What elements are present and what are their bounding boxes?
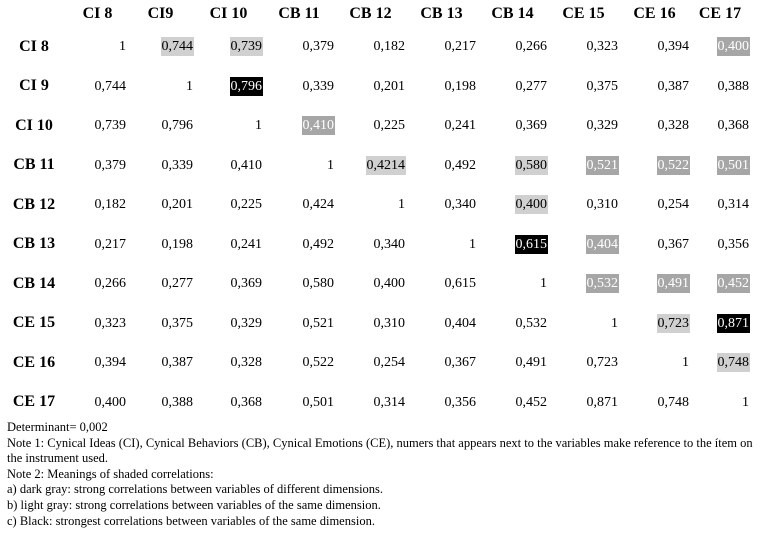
- correlation-value: 0,329: [230, 315, 262, 331]
- table-row: [0, 343, 750, 383]
- row-header: CB 14: [12, 274, 56, 292]
- correlation-cell: [690, 225, 750, 265]
- row-header: CI 8: [19, 37, 49, 55]
- correlation-cell: [335, 225, 406, 265]
- correlation-value: 0,744: [161, 39, 193, 55]
- correlation-cell: [690, 185, 750, 225]
- correlation-value: 0,404: [586, 236, 618, 252]
- correlation-value: 0,580: [302, 276, 334, 292]
- column-header-row: [0, 0, 750, 27]
- correlation-cell: [548, 146, 619, 186]
- correlation-value: 0,182: [94, 197, 126, 213]
- correlation-cell: [548, 383, 619, 423]
- correlation-cell: [619, 343, 690, 383]
- correlation-value: 0,310: [373, 315, 405, 331]
- correlation-cell: [406, 146, 477, 186]
- correlation-cell: [335, 106, 406, 146]
- row-header: CE 15: [12, 314, 56, 332]
- correlation-cell: [619, 185, 690, 225]
- correlation-value: 0,356: [717, 236, 749, 252]
- correlation-value: 0,748: [717, 355, 749, 371]
- correlation-value: 0,387: [161, 355, 193, 371]
- correlation-value: 0,254: [657, 197, 689, 213]
- correlation-cell: [68, 383, 127, 423]
- correlation-cell: [127, 264, 194, 304]
- correlation-cell: [406, 106, 477, 146]
- correlation-value: 0,452: [515, 394, 547, 410]
- correlation-cell: [477, 185, 548, 225]
- correlation-cell: [690, 106, 750, 146]
- correlation-cell: [690, 304, 750, 344]
- correlation-value: 0,492: [444, 157, 476, 173]
- column-header: CI 8: [82, 4, 113, 22]
- column-header: CB 11: [278, 4, 320, 22]
- correlation-value: 0,323: [586, 39, 618, 55]
- correlation-cell: [127, 304, 194, 344]
- column-header: CE 17: [698, 4, 742, 22]
- correlation-value: 0,521: [302, 315, 334, 331]
- correlation-value: 0,4214: [366, 157, 405, 173]
- correlation-value: 0,254: [373, 355, 405, 371]
- correlation-cell: [690, 27, 750, 67]
- legend-light-gray-text: b) light gray: strong correlations between variables of the same dimension.: [7, 497, 381, 512]
- correlation-value: 0,744: [94, 78, 126, 94]
- correlation-value: 0,375: [586, 78, 618, 94]
- correlation-cell: [68, 225, 127, 265]
- correlation-cell: [477, 225, 548, 265]
- correlation-value: 0,400: [717, 39, 749, 55]
- correlation-value: 0,871: [586, 394, 618, 410]
- correlation-cell: [548, 225, 619, 265]
- correlation-value: 0,182: [373, 39, 405, 55]
- table-row: [0, 106, 750, 146]
- correlation-value: 0,339: [161, 157, 193, 173]
- correlation-value: 0,339: [302, 78, 334, 94]
- correlation-cell: [690, 343, 750, 383]
- column-header: CB 13: [420, 4, 463, 22]
- correlation-value: 0,323: [94, 315, 126, 331]
- correlation-value: 0,225: [373, 118, 405, 134]
- correlation-value: 0,340: [373, 236, 405, 252]
- table-row: [0, 304, 750, 344]
- legend-dark-gray-text: a) dark gray: strong correlations between variables of different dimensions.: [7, 482, 384, 497]
- row-header: CB 12: [12, 195, 56, 213]
- correlation-value: 1: [469, 236, 476, 252]
- correlation-value: 0,796: [230, 78, 262, 94]
- correlation-value: 1: [255, 118, 262, 134]
- correlation-value: 0,424: [302, 197, 334, 213]
- correlation-value: 0,400: [373, 276, 405, 292]
- correlation-value: 0,198: [444, 78, 476, 94]
- table-row: [0, 383, 750, 423]
- correlation-value: 0,501: [717, 157, 749, 173]
- correlation-cell: [477, 146, 548, 186]
- correlation-value: 0,522: [302, 355, 334, 371]
- correlation-value: 0,367: [657, 236, 689, 252]
- correlation-value: 0,369: [515, 118, 547, 134]
- correlation-cell: [194, 185, 263, 225]
- correlation-value: 0,241: [444, 118, 476, 134]
- correlation-value: 0,368: [717, 118, 749, 134]
- correlation-cell: [619, 304, 690, 344]
- correlation-cell: [194, 343, 263, 383]
- column-header: CI 10: [209, 4, 248, 22]
- correlation-cell: [335, 383, 406, 423]
- correlation-value: 0,201: [161, 197, 193, 213]
- correlation-value: 0,796: [161, 118, 193, 134]
- correlation-value: 0,217: [94, 236, 126, 252]
- correlation-value: 0,871: [717, 315, 749, 331]
- correlation-value: 0,739: [94, 118, 126, 134]
- correlation-value: 0,329: [586, 118, 618, 134]
- correlation-value: 0,394: [94, 355, 126, 371]
- correlation-value: 1: [742, 394, 749, 410]
- correlation-cell: [406, 27, 477, 67]
- correlation-cell: [194, 106, 263, 146]
- correlation-cell: [263, 67, 335, 107]
- correlation-cell: [263, 304, 335, 344]
- correlation-value: 0,379: [302, 39, 334, 55]
- correlation-value: 0,367: [444, 355, 476, 371]
- correlation-cell: [406, 225, 477, 265]
- correlation-value: 0,375: [161, 315, 193, 331]
- correlation-value: 0,492: [302, 236, 334, 252]
- correlation-cell: [263, 343, 335, 383]
- note-1-text: Note 1: Cynical Ideas (CI), Cynical Behaviors (CB), Cynical Emotions (CE), numers that appears next to the variables make reference to the ítem on the instrument used.: [7, 435, 753, 466]
- correlation-value: 0,400: [94, 394, 126, 410]
- correlation-cell: [548, 106, 619, 146]
- correlation-value: 0,501: [302, 394, 334, 410]
- table-row: [0, 27, 750, 67]
- correlation-value: 0,532: [586, 276, 618, 292]
- correlation-cell: [690, 146, 750, 186]
- correlation-cell: [406, 383, 477, 423]
- correlation-cell: [548, 27, 619, 67]
- correlation-value: 0,388: [717, 78, 749, 94]
- correlation-value: 1: [327, 157, 334, 173]
- correlation-cell: [406, 304, 477, 344]
- correlation-value: 0,748: [657, 394, 689, 410]
- row-header: CE 16: [12, 353, 56, 371]
- correlation-value: 0,314: [717, 197, 749, 213]
- correlation-cell: [335, 304, 406, 344]
- correlation-value: 0,198: [161, 236, 193, 252]
- correlation-cell: [194, 225, 263, 265]
- correlation-cell: [335, 146, 406, 186]
- table-row: [0, 185, 750, 225]
- correlation-cell: [68, 304, 127, 344]
- correlation-value: 1: [540, 276, 547, 292]
- correlation-value: 0,522: [657, 157, 689, 173]
- column-header: CB 14: [491, 4, 534, 22]
- correlation-value: 1: [186, 78, 193, 94]
- correlation-value: 0,532: [515, 315, 547, 331]
- correlation-cell: [127, 27, 194, 67]
- correlation-cell: [548, 343, 619, 383]
- correlation-cell: [477, 264, 548, 304]
- correlation-cell: [194, 264, 263, 304]
- row-header: CI 9: [19, 77, 49, 95]
- table-row: [0, 225, 750, 265]
- correlation-cell: [406, 67, 477, 107]
- correlation-cell: [263, 264, 335, 304]
- legend-black-text: c) Black: strongest correlations between variables of the same dimension.: [7, 513, 375, 528]
- correlation-value: 0,723: [657, 315, 689, 331]
- correlation-cell: [263, 225, 335, 265]
- correlation-value: 0,400: [515, 197, 547, 213]
- correlation-value: 0,452: [717, 276, 749, 292]
- correlation-cell: [194, 146, 263, 186]
- correlation-value: 1: [682, 355, 689, 371]
- correlation-cell: [619, 225, 690, 265]
- correlation-cell: [477, 383, 548, 423]
- row-header: CI 10: [15, 116, 53, 134]
- correlation-value: 0,615: [444, 276, 476, 292]
- correlation-value: 0,580: [515, 157, 547, 173]
- matrix-body: [0, 27, 750, 422]
- correlation-cell: [619, 383, 690, 423]
- correlation-value: 0,387: [657, 78, 689, 94]
- table-row: [0, 67, 750, 107]
- table-notes: [7, 420, 763, 529]
- correlation-cell: [548, 264, 619, 304]
- correlation-value: 0,201: [373, 78, 405, 94]
- column-header: CB 12: [349, 4, 392, 22]
- row-header: CB 11: [13, 156, 55, 174]
- correlation-value: 0,368: [230, 394, 262, 410]
- correlation-cell: [477, 27, 548, 67]
- correlation-value: 0,314: [373, 394, 405, 410]
- correlation-cell: [690, 67, 750, 107]
- correlation-cell: [548, 185, 619, 225]
- correlation-cell: [690, 264, 750, 304]
- correlation-value: 1: [611, 315, 618, 331]
- correlation-value: 0,310: [586, 197, 618, 213]
- correlation-cell: [127, 67, 194, 107]
- correlation-cell: [477, 343, 548, 383]
- correlation-value: 0,491: [515, 355, 547, 371]
- correlation-cell: [406, 185, 477, 225]
- correlation-cell: [548, 67, 619, 107]
- correlation-value: 0,410: [302, 118, 334, 134]
- correlation-cell: [194, 304, 263, 344]
- correlation-value: 0,410: [230, 157, 262, 173]
- correlation-cell: [406, 264, 477, 304]
- correlation-cell: [68, 185, 127, 225]
- header-corner-cell: [0, 0, 68, 27]
- correlation-value: 0,217: [444, 39, 476, 55]
- correlation-value: 0,615: [515, 236, 547, 252]
- correlation-cell: [127, 225, 194, 265]
- correlation-cell: [68, 343, 127, 383]
- correlation-cell: [127, 383, 194, 423]
- column-header: CE 15: [562, 4, 605, 22]
- correlation-value: 0,328: [657, 118, 689, 134]
- correlation-value: 1: [119, 39, 126, 55]
- correlation-cell: [127, 106, 194, 146]
- correlation-value: 0,369: [230, 276, 262, 292]
- correlation-cell: [194, 383, 263, 423]
- correlation-cell: [619, 146, 690, 186]
- correlation-cell: [619, 67, 690, 107]
- correlation-value: 0,266: [515, 39, 547, 55]
- correlation-cell: [194, 27, 263, 67]
- table-row: [0, 146, 750, 186]
- correlation-cell: [335, 27, 406, 67]
- determinant-text: Determinant= 0,002: [7, 420, 108, 434]
- correlation-cell: [335, 67, 406, 107]
- correlation-value: 0,388: [161, 394, 193, 410]
- correlation-cell: [127, 185, 194, 225]
- correlation-cell: [548, 304, 619, 344]
- correlation-value: 0,723: [586, 355, 618, 371]
- correlation-cell: [477, 304, 548, 344]
- correlation-cell: [335, 264, 406, 304]
- correlation-value: 0,739: [230, 39, 262, 55]
- correlation-cell: [263, 27, 335, 67]
- correlation-value: 1: [398, 197, 405, 213]
- row-header: CE 17: [12, 393, 56, 411]
- correlation-cell: [619, 264, 690, 304]
- correlation-cell: [690, 383, 750, 423]
- correlation-cell: [127, 343, 194, 383]
- correlation-value: 0,277: [161, 276, 193, 292]
- correlation-value: 0,491: [657, 276, 689, 292]
- correlation-value: 0,356: [444, 394, 476, 410]
- correlation-cell: [68, 264, 127, 304]
- correlation-cell: [335, 185, 406, 225]
- correlation-value: 0,521: [586, 157, 618, 173]
- correlation-cell: [194, 67, 263, 107]
- correlation-cell: [406, 343, 477, 383]
- correlation-value: 0,241: [230, 236, 262, 252]
- correlation-value: 0,225: [230, 197, 262, 213]
- correlation-value: 0,277: [515, 78, 547, 94]
- correlation-cell: [619, 27, 690, 67]
- correlation-cell: [477, 106, 548, 146]
- table-row: [0, 264, 750, 304]
- correlation-value: 0,328: [230, 355, 262, 371]
- correlation-cell: [477, 67, 548, 107]
- note-2-text: Note 2: Meanings of shaded correlations:: [7, 466, 214, 481]
- correlation-cell: [68, 106, 127, 146]
- correlation-cell: [68, 146, 127, 186]
- correlation-value: 0,394: [657, 39, 689, 55]
- row-header: CB 13: [12, 235, 56, 253]
- correlation-value: 0,266: [94, 276, 126, 292]
- correlation-cell: [263, 383, 335, 423]
- correlation-cell: [263, 185, 335, 225]
- correlation-value: 0,340: [444, 197, 476, 213]
- correlation-cell: [619, 106, 690, 146]
- correlation-value: 0,404: [444, 315, 476, 331]
- correlation-value: 0,379: [94, 157, 126, 173]
- correlation-cell: [127, 146, 194, 186]
- correlation-cell: [68, 67, 127, 107]
- correlation-cell: [335, 343, 406, 383]
- correlation-cell: [68, 27, 127, 67]
- column-header: CI9: [147, 4, 174, 22]
- correlation-cell: [263, 106, 335, 146]
- correlation-cell: [263, 146, 335, 186]
- column-header: CE 16: [633, 4, 676, 22]
